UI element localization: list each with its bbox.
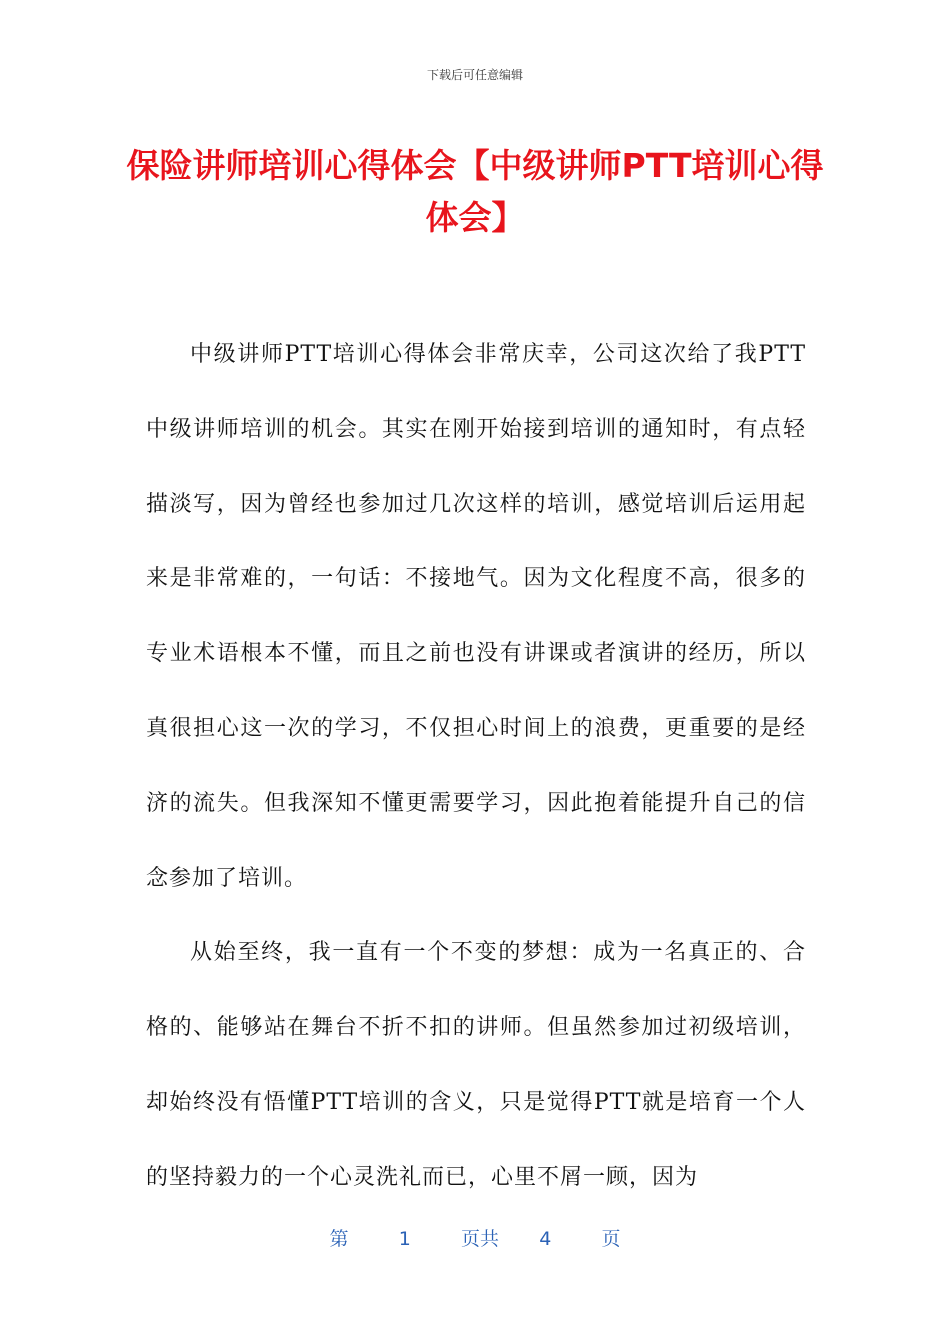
page-label-mid: 页共	[461, 1228, 500, 1250]
page-current-number: 1	[398, 1228, 411, 1250]
page-footer	[0, 1224, 950, 1251]
document-title: 保险讲师培训心得体会【中级讲师PTT培训心得体会】	[126, 146, 824, 237]
body-paragraph-1: 中级讲师PTT培训心得体会非常庆幸，公司这次给了我PTT中级讲师培训的机会。其实在刚开始接到培训的通知时，有点轻描淡写，因为曾经也参加过几次这样的培训，感觉培训后运用起来是非常难的，一句话：不接地气。因为文化程度不高，很多的专业术语根本不懂，而且之前也没有讲课或者演讲的经历，所以真很担心这一次的学习，不仅担心时间上的浪费，更重要的是经济的流失。但我深知不懂更需要学习，因此抱着能提升自己的信念参加了培训。	[146, 342, 806, 891]
header-note: 下载后可任意编辑	[426, 68, 523, 82]
document-body	[146, 318, 806, 1216]
page-total-number: 4	[539, 1228, 552, 1250]
page-label-suffix: 页	[601, 1228, 621, 1250]
body-paragraph-2: 从始至终，我一直有一个不变的梦想：成为一名真正的、合格的、能够站在舞台不折不扣的讲师。但虽然参加过初级培训，却始终没有悟懂PTT培训的含义，只是觉得PTT就是培育一个人的坚持毅力的一个心灵洗礼而已，心里不屑一顾，因为	[146, 940, 806, 1190]
page-label-prefix: 第	[329, 1228, 349, 1250]
